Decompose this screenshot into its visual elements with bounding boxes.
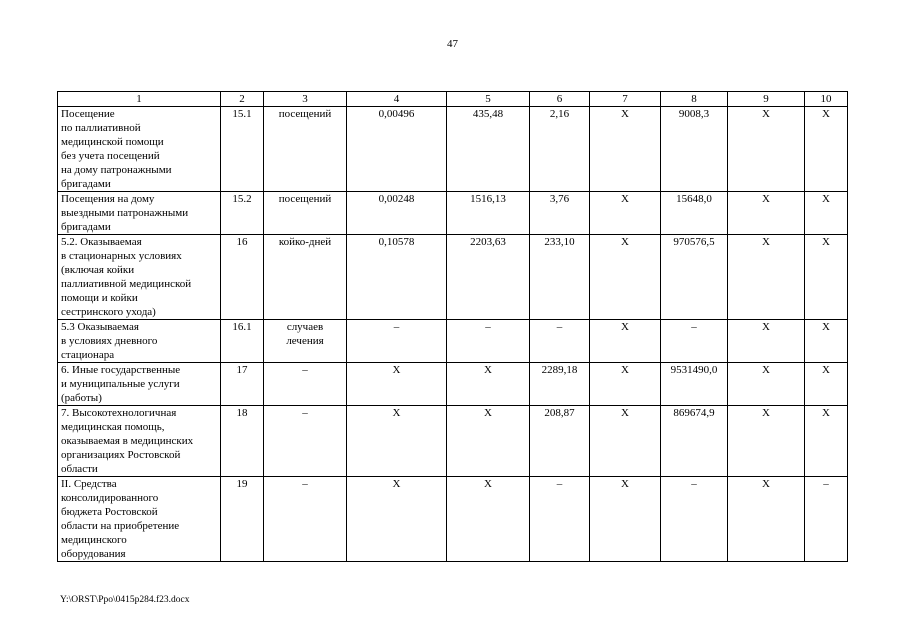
table-cell: Х [728,477,805,562]
table-cell: 435,48 [447,107,530,192]
row-label-line: 7. Высокотехнологичная [61,407,177,419]
row-label-line: (включая койки [61,264,135,276]
page-number: 47 [447,38,458,50]
row-label-line: консолидированного [61,492,159,504]
table-cell: – [530,477,590,562]
table-cell: Х [805,192,848,235]
row-label-line: в условиях дневного [61,335,158,347]
row-label-line: сестринского ухода) [61,306,156,318]
row-label-line: 6. Иные государственные [61,364,181,376]
table-cell: Х [805,107,848,192]
table-cell: 15.2 [221,192,264,235]
table-cell: 0,00496 [347,107,447,192]
table-cell: 2,16 [530,107,590,192]
table-row [58,107,848,192]
table-cell: 869674,9 [661,406,728,477]
table-cell: Х [590,192,661,235]
table-row [58,477,848,562]
table-cell: Х [590,406,661,477]
table-cell: Х [590,320,661,363]
table-cell: койко-дней [264,235,347,320]
table-cell: Х [590,235,661,320]
table-cell: 233,10 [530,235,590,320]
column-header: 8 [661,92,728,107]
table-row [58,320,848,363]
table-row [58,406,848,477]
table-cell: случаев лечения [264,320,347,363]
row-label [58,235,221,320]
table-cell: Х [805,363,848,406]
row-label-line: (работы) [61,392,102,404]
column-header: 10 [805,92,848,107]
row-label-line: II. Средства [61,478,117,490]
row-label [58,107,221,192]
row-label-line: и муниципальные услуги [61,378,180,390]
table-cell: Х [590,107,661,192]
row-label-line: без учета посещений [61,150,160,162]
table-cell: 9531490,0 [661,363,728,406]
row-label-line: оказываемая в медицинских [61,435,194,447]
table-cell: Х [728,320,805,363]
row-label-line: на дому патронажными [61,164,172,176]
row-label-line: области на приобретение [61,520,180,532]
row-label-line: оборудования [61,548,126,560]
table-cell: посещений [264,107,347,192]
table-cell: – [264,406,347,477]
table-cell: 970576,5 [661,235,728,320]
table-cell: – [264,477,347,562]
table-cell: 208,87 [530,406,590,477]
column-header: 6 [530,92,590,107]
row-label-line: бригадами [61,178,111,190]
data-table [57,91,848,562]
table-cell: 0,00248 [347,192,447,235]
table-cell: Х [590,477,661,562]
column-header: 5 [447,92,530,107]
table-cell: 3,76 [530,192,590,235]
row-label-line: Посещения на дому [61,193,155,205]
row-label-line: области [61,463,98,475]
table-cell: 0,10578 [347,235,447,320]
column-header: 9 [728,92,805,107]
table-cell: 17 [221,363,264,406]
column-header: 2 [221,92,264,107]
row-label-line: 5.2. Оказываемая [61,236,142,248]
table-cell: Х [447,477,530,562]
table-cell: – [530,320,590,363]
table-cell: Х [590,363,661,406]
row-label [58,363,221,406]
row-label-line: медицинская помощь, [61,421,165,433]
row-label-line: паллиативной медицинской [61,278,192,290]
row-label-line: Посещение [61,108,115,120]
row-label-line: бюджета Ростовской [61,506,158,518]
table-cell: Х [805,320,848,363]
table-cell: Х [347,363,447,406]
row-label-line: по паллиативной [61,122,141,134]
row-label [58,477,221,562]
table-cell: – [264,363,347,406]
row-label [58,320,221,363]
table-cell: 2203,63 [447,235,530,320]
table-cell: 15.1 [221,107,264,192]
table-cell: посещений [264,192,347,235]
table-cell: – [347,320,447,363]
column-header: 7 [590,92,661,107]
table-cell: 18 [221,406,264,477]
table-cell: Х [728,363,805,406]
table-cell: Х [347,477,447,562]
table-row [58,235,848,320]
table-row [58,363,848,406]
file-path-footer: Y:\ORST\Ppo\0415p284.f23.docx [60,595,190,605]
table-cell: 1516,13 [447,192,530,235]
row-label-line: в стационарных условиях [61,250,182,262]
table-cell: 15648,0 [661,192,728,235]
table-cell: 16 [221,235,264,320]
row-label-line: помощи и койки [61,292,138,304]
table-cell: Х [728,235,805,320]
table-cell: Х [447,406,530,477]
row-label-line: организациях Ростовской [61,449,181,461]
table-cell: – [447,320,530,363]
table-cell: – [661,477,728,562]
table-cell: Х [728,406,805,477]
table-cell: Х [805,406,848,477]
table-cell: Х [728,192,805,235]
row-label [58,406,221,477]
table-cell: Х [805,235,848,320]
row-label-line: бригадами [61,221,111,233]
table-cell: Х [447,363,530,406]
table-row [58,192,848,235]
table-cell: 2289,18 [530,363,590,406]
row-label-line: медицинской помощи [61,136,164,148]
column-header: 1 [58,92,221,107]
table-cell: 16.1 [221,320,264,363]
row-label [58,192,221,235]
row-label-line: стационара [61,349,115,361]
table-cell: – [805,477,848,562]
table-header-row [58,92,848,107]
row-label-line: медицинского [61,534,127,546]
column-header: 4 [347,92,447,107]
table-cell: Х [347,406,447,477]
table-cell: Х [728,107,805,192]
table-cell: 9008,3 [661,107,728,192]
row-label-line: 5.3 Оказываемая [61,321,139,333]
table-cell: – [661,320,728,363]
table-cell: 19 [221,477,264,562]
row-label-line: выездными патронажными [61,207,189,219]
column-header: 3 [264,92,347,107]
